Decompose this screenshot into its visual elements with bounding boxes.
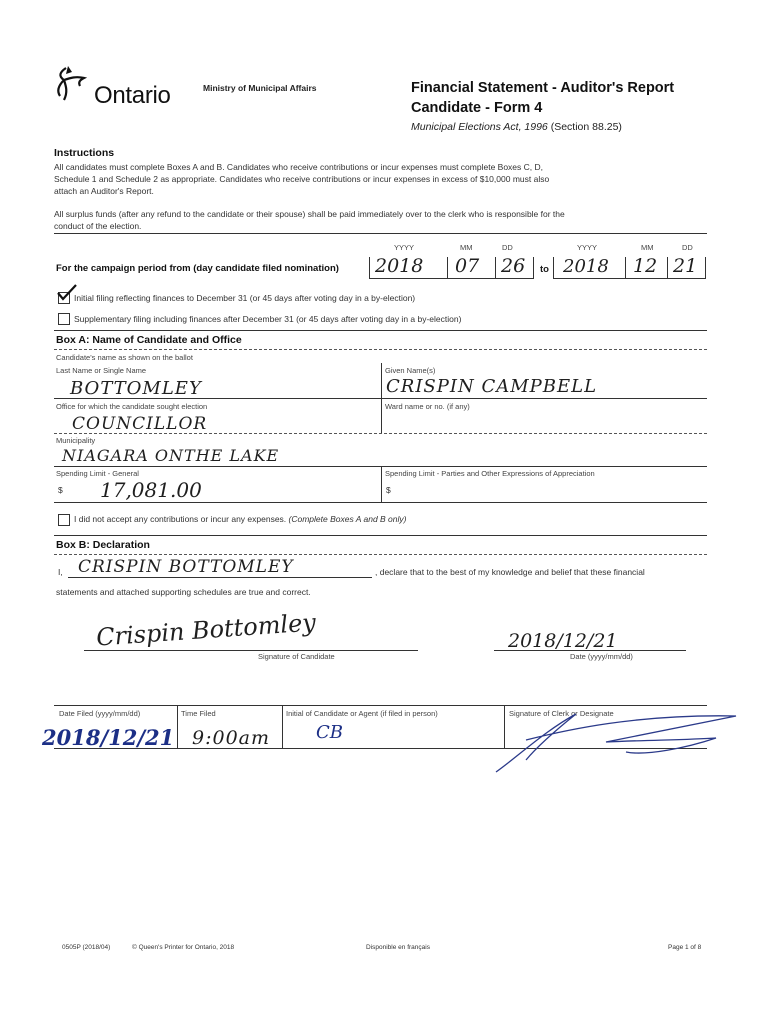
instructions-line: conduct of the election. <box>54 221 142 231</box>
spending-limit-parties-label: Spending Limit - Parties and Other Expressions of Appreciation <box>385 469 595 478</box>
form-title-line1: Financial Statement - Auditor's Report <box>411 80 675 96</box>
time-filed-field[interactable]: 9:00am <box>192 727 271 749</box>
no-contributions-checkbox[interactable] <box>58 514 70 526</box>
period-to-fields <box>553 253 706 279</box>
signature-label: Signature of Candidate <box>258 652 335 661</box>
to-month-input[interactable]: 12 <box>633 255 658 277</box>
to-dd-label: DD <box>682 243 693 252</box>
box-a-top-rule <box>54 330 707 331</box>
from-yyyy-label: YYYY <box>394 243 415 252</box>
dollar-sign: $ <box>58 485 63 495</box>
initial-field[interactable]: CB <box>316 722 343 743</box>
form-code: 0505P (2018/04) <box>62 944 111 951</box>
municipality-label: Municipality <box>56 436 96 445</box>
act-reference <box>411 121 674 133</box>
from-year-input[interactable]: 2018 <box>375 255 424 277</box>
to-year-input[interactable]: 2018 <box>563 256 609 277</box>
date-filed-label: Date Filed (yyyy/mm/dd) <box>59 709 141 718</box>
no-contributions-label <box>74 514 407 524</box>
no-contributions-text: I did not accept any contributions or incur any expenses. <box>74 514 287 524</box>
office-label: Office for which the candidate sought election <box>56 402 208 411</box>
instructions-paragraph-2 <box>54 208 565 232</box>
from-day-input[interactable]: 26 <box>501 255 526 277</box>
given-names-label: Given Name(s) <box>385 366 436 375</box>
instructions-line: All surplus funds (after any refund to the candidate or their spouse) shall be paid immediately over to the clerk who is responsible for the <box>54 209 565 219</box>
instructions-line: Schedule 1 and Schedule 2 as appropriate. Candidates who receive contributions or incur expenses in excess of $10,000 must also <box>54 174 550 184</box>
supplementary-filing-checkbox[interactable] <box>58 313 70 325</box>
ward-label: Ward name or no. (if any) <box>385 402 470 411</box>
declaration-date-field[interactable]: 2018/12/21 <box>508 630 618 652</box>
campaign-period-label: For the campaign period from (day candidate filed nomination) <box>56 263 339 274</box>
supplementary-filing-label: Supplementary filing including finances after December 31 (or 45 days after voting day in a by-election) <box>74 314 462 324</box>
last-name-field[interactable]: BOTTOMLEY <box>70 378 202 399</box>
trillium-icon <box>50 62 96 106</box>
instructions-line: attach an Auditor's Report. <box>54 186 154 196</box>
time-filed-label: Time Filed <box>181 709 216 718</box>
date-filed-field[interactable]: 2018/12/21 <box>42 725 175 750</box>
french-availability: Disponible en français <box>366 944 430 951</box>
form-title-line2: Candidate - Form 4 <box>411 100 543 116</box>
declaration-text-2: statements and attached supporting schedules are true and correct. <box>56 587 311 597</box>
to-yyyy-label: YYYY <box>577 243 598 252</box>
from-mm-label: MM <box>460 243 473 252</box>
to-mm-label: MM <box>641 243 654 252</box>
period-from-fields <box>369 253 534 279</box>
instructions-heading: Instructions <box>54 147 115 159</box>
initial-label: Initial of Candidate or Agent (if filed in person) <box>286 709 438 718</box>
instructions-paragraph-1 <box>54 161 549 197</box>
spending-limit-general-field[interactable]: 17,081.00 <box>100 478 202 502</box>
last-name-label: Last Name or Single Name <box>56 366 147 375</box>
candidate-signature[interactable]: Crispin Bottomley <box>95 608 317 652</box>
office-field[interactable]: COUNCILLOR <box>72 414 208 434</box>
period-to-label: to <box>540 264 549 275</box>
box-a-heading: Box A: Name of Candidate and Office <box>56 334 242 346</box>
from-month-input[interactable]: 07 <box>455 255 480 277</box>
divider <box>54 233 707 234</box>
initial-filing-label: Initial filing reflecting finances to December 31 (or 45 days after voting day in a by-election) <box>74 293 416 303</box>
clerk-signature-label: Signature of Clerk or Designate <box>509 709 614 718</box>
act-section: (Section 88.25) <box>550 121 622 133</box>
box-b-heading: Box B: Declaration <box>56 539 150 551</box>
box-b-top-rule <box>54 535 707 536</box>
name-on-ballot-label: Candidate's name as shown on the ballot <box>56 353 193 362</box>
page-number: Page 1 of 8 <box>668 944 702 951</box>
dollar-sign: $ <box>386 485 391 495</box>
form-title <box>411 80 674 133</box>
from-dd-label: DD <box>502 243 513 252</box>
declaration-text: , declare that to the best of my knowledge and belief that these financial <box>375 567 645 577</box>
logo-wordmark: Ontario <box>94 82 171 109</box>
no-contributions-note: (Complete Boxes A and B only) <box>288 514 407 524</box>
date-label: Date (yyyy/mm/dd) <box>570 652 633 661</box>
copyright: © Queen's Printer for Ontario, 2018 <box>132 944 235 951</box>
to-day-input[interactable]: 21 <box>673 255 698 277</box>
instructions-line: All candidates must complete Boxes A and B. Candidates who receive contributions or incur expenses must complete Boxes C, D, <box>54 162 543 172</box>
declaration-i: I, <box>58 567 63 577</box>
ministry-name: Ministry of Municipal Affairs <box>203 83 317 93</box>
given-names-field[interactable]: CRISPIN CAMPBELL <box>386 376 598 397</box>
act-name: Municipal Elections Act, 1996 <box>411 121 548 133</box>
clerk-signature[interactable] <box>486 700 756 780</box>
ontario-logo <box>50 62 190 110</box>
spending-limit-general-label: Spending Limit - General <box>56 469 139 478</box>
declarant-name-field[interactable]: CRISPIN BOTTOMLEY <box>78 557 294 577</box>
municipality-field[interactable]: NIAGARA ONTHE LAKE <box>62 446 280 465</box>
